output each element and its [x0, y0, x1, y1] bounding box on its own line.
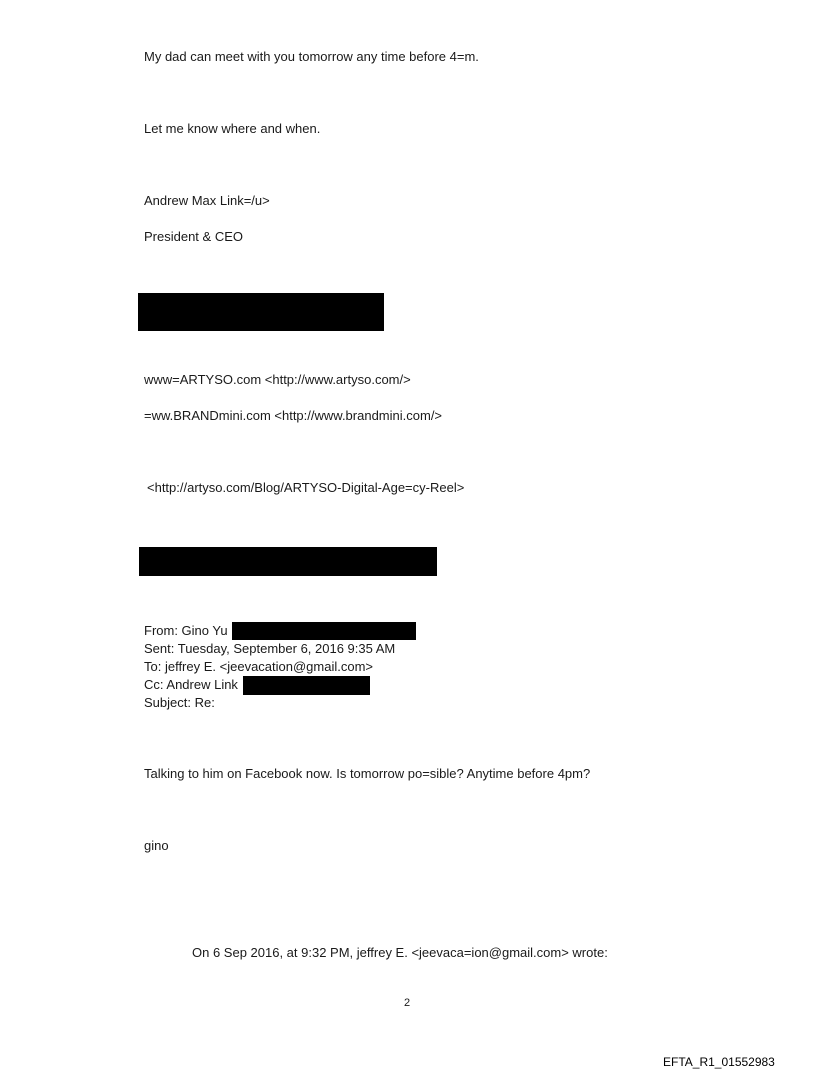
- reply-signoff: gino: [144, 838, 169, 853]
- redaction-block: [243, 676, 370, 695]
- email-subject: Subject: Re:: [144, 695, 215, 710]
- page-number: 2: [404, 997, 411, 1009]
- signature-title: President & CEO: [144, 229, 243, 244]
- quoted-intro: On 6 Sep 2016, at 9:32 PM, jeffrey E. <jeevaca=ion@gmail.com> wrote:: [192, 945, 608, 960]
- redaction-block: [138, 293, 384, 331]
- link-artyso-blog[interactable]: <http://artyso.com/Blog/ARTYSO-Digital-Age=cy-Reel>: [147, 480, 465, 495]
- redaction-block: [139, 547, 437, 576]
- message-line-dad-meet: My dad can meet with you tomorrow any time before 4=m.: [144, 49, 479, 64]
- link-artyso[interactable]: www=ARTYSO.com <http://www.artyso.com/>: [144, 372, 411, 387]
- message-line-where-when: Let me know where and when.: [144, 121, 321, 136]
- email-cc: Cc: Andrew Link: [144, 677, 238, 692]
- email-from: From: Gino Yu: [144, 623, 228, 638]
- redaction-block: [232, 622, 416, 640]
- document-id: EFTA_R1_01552983: [663, 1055, 775, 1069]
- reply-body: Talking to him on Facebook now. Is tomorrow po=sible? Anytime before 4pm?: [144, 766, 591, 781]
- link-brandmini[interactable]: =ww.BRANDmini.com <http://www.brandmini.com/>: [144, 408, 443, 423]
- signature-name: Andrew Max Link=/u>: [144, 193, 270, 208]
- email-sent: Sent: Tuesday, September 6, 2016 9:35 AM: [144, 641, 396, 656]
- email-to: To: jeffrey E. <jeevacation@gmail.com>: [144, 659, 374, 674]
